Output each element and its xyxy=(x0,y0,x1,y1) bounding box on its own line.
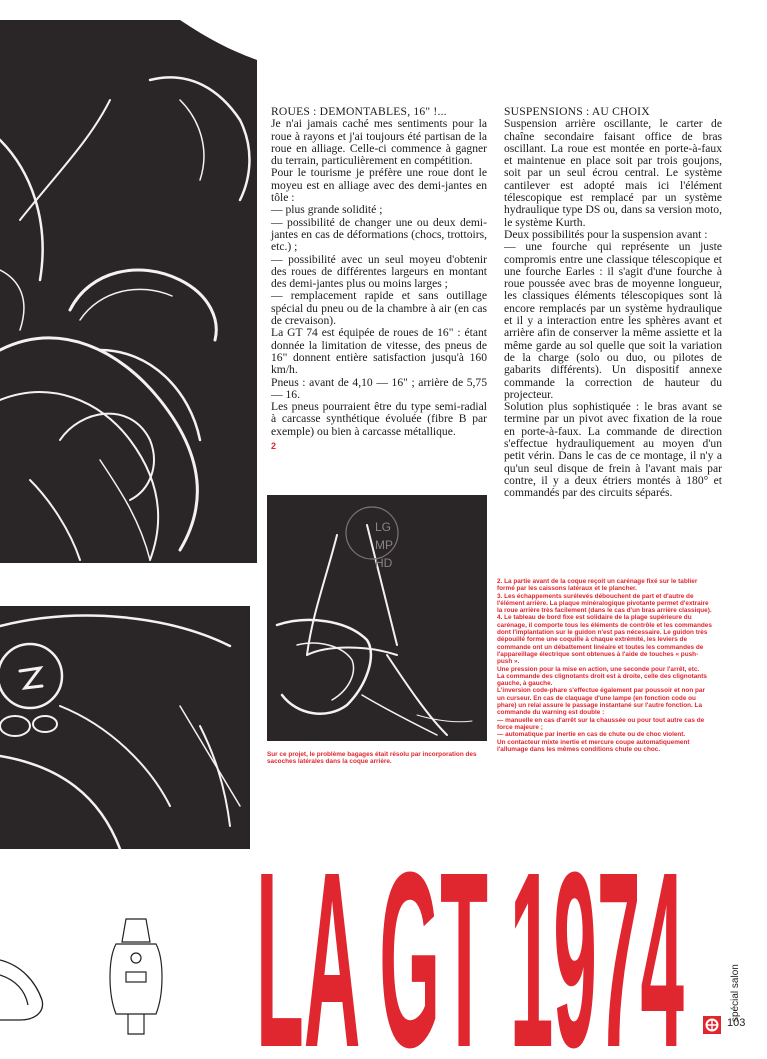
page-title xyxy=(256,858,688,1054)
dashboard-drawing xyxy=(0,606,250,849)
caption-item: — automatique par inertie en cas de chute ou de choc violent. xyxy=(497,731,686,739)
caption-projet xyxy=(267,751,487,766)
right-text-column xyxy=(504,106,722,500)
wheel-illustration xyxy=(0,20,257,563)
caption-item: 2. La partie avant de la coque reçoit un carénage fixé sur le tablier formé par les caissons latéraux et le plancher. xyxy=(497,578,698,593)
svg-text:LG: LG xyxy=(375,520,392,534)
captions-block xyxy=(497,578,712,753)
left-paragraph: Pour le tourisme je préfère une roue dont le moyeu est en alliage avec des demi-jantes en tôle : xyxy=(271,166,487,205)
left-paragraph: La GT 74 est équipée de roues de 16" : étant donnée la limitation de vitesse, des pneus de 16" donnent entière satisfaction jusqu'à 160 km/h. xyxy=(271,326,487,377)
side-label-text: spécial salon xyxy=(730,964,741,1022)
caption-item: La commande des clignotants droit est à droite, celle des clignotants gauche, à gauche. xyxy=(497,672,707,688)
left-paragraph: Les pneus pourraient être du type semi-radial à carcasse synthétique évoluée (fibre B par exemple) ou bien à carcasse métallique. xyxy=(271,400,487,438)
svg-text:HD: HD xyxy=(375,556,393,570)
side-sketch xyxy=(0,920,56,1030)
salon-badge-icon xyxy=(703,1016,721,1034)
right-heading: SUSPENSIONS : AU CHOIX xyxy=(504,105,650,118)
caption-projet-text: Sur ce projet, le problème bagages était résolu par incorporation des sacoches latérales dans la coque arrière. xyxy=(267,751,477,766)
left-paragraph: — plus grande solidité ; xyxy=(271,203,383,217)
title-text: LA GT 1974 xyxy=(256,858,684,1054)
wheel-drawing xyxy=(0,20,257,563)
right-paragraph: Deux possibilités pour la suspension avant : xyxy=(504,227,708,241)
figure-number: 2 xyxy=(271,441,277,452)
dashboard-illustration xyxy=(0,606,250,849)
rear-sketch xyxy=(104,914,168,1040)
fairing-illustration xyxy=(267,495,487,741)
caption-item: — manuelle en cas d'arrêt sur la chaussée ou pour tout autre cas de force majeure ; xyxy=(497,716,705,731)
caption-item: 3. Les échappements surélevés débouchent de part et d'autre de l'élément arrière. La plaque minéralogique pivotante permet d'extraire la roue arrière très facilement (dans le cas d'un bras arrière classique). xyxy=(497,592,712,615)
page-number: 103 xyxy=(727,1017,746,1029)
left-heading: ROUES : DEMONTABLES, 16" !... xyxy=(271,105,447,118)
caption-item: Un contacteur mixte inertie et mercure coupe automatiquement l'allumage dans les mêmes conditions chute ou choc. xyxy=(497,738,690,753)
caption-item: Une pression pour la mise en action, une seconde pour l'arrêt, etc. xyxy=(497,665,700,673)
right-paragraph: — une fourche qui représente un juste compromis entre une classique télescopique et une fourche Earles : il s'agit d'une fourche à roue poussée avec bras de moyenne longueur, les classiques éléments télescopiques sont là encore remplacés par un système hydraulique et il y a interaction entre les sphères avant et arrière afin de conserver la même assiette et la même garde au sol quelle que soit la variation de la charge (solo ou duo, ou pilotes de gabarits différents). Un dispositif annexe commande la correction de hauteur du projecteur. xyxy=(504,240,722,401)
watermark-logo xyxy=(346,507,398,570)
fairing-drawing xyxy=(267,495,487,741)
left-paragraph: — possibilité avec un seul moyeu d'obtenir des roues de différentes largeurs en montant des demi-jantes plus ou moins larges ; xyxy=(271,252,487,291)
left-text-column xyxy=(271,106,487,452)
right-paragraph: Solution plus sophistiquée : le bras avant se termine par un pivot avec fixation de la roue en porte-à-faux. La commande de direction s'effectue hydrauliquement au moyen d'un petit vérin. Dans le cas de ce montage, il n'y a qu'un seul disque de frein à l'avant mais par contre, il y a deux étriers montés à 180° et commandés par des circuits séparés. xyxy=(504,400,722,500)
side-label xyxy=(726,952,742,1022)
caption-item: 4. Le tableau de bord fixe est solidaire de la plage supérieure du carénage, il comporte tous les éléments de contrôle et les commandes dont l'implantation sur le guidon n'est pas nécessaire. Le guidon très dépouillé forme une coquille à chaque extrémité, les leviers de commande ont un débattement linéaire et toutes les commandes de l'appareillage électrique sont obtenues à l'aide de touches « push-push ». xyxy=(497,614,712,666)
left-paragraph: Pneus : avant de 4,10 — 16" ; arrière de 5,75 — 16. xyxy=(271,375,487,401)
left-paragraph: — remplacement rapide et sans outillage spécial du pneu ou de la chambre à air (en cas de crevaison). xyxy=(271,289,487,328)
left-paragraph: — possibilité de changer une ou deux demi-jantes en cas de déformations (chocs, trottoirs, etc.) ; xyxy=(271,215,487,254)
svg-text:MP: MP xyxy=(375,538,393,552)
right-paragraph: Suspension arrière oscillante, le carter de chaîne secondaire faisant office de bras oscillant. La roue est montée en porte-à-faux et maintenue en place soit par trois goujons, soit par un seul écrou central. Le système cantilever est adopté mais ici l'élément télescopique est remplacé par un système hydraulique type DS ou, dans sa version moto, le système Kurth. xyxy=(504,117,722,229)
caption-item: L'inversion code-phare s'effectue également par poussoir et non par un curseur. En cas de claquage d'une lampe (en fonction code ou phare) un relai assure le passage instantané sur l'autre fonction. La commande du warning est double : xyxy=(497,687,705,717)
left-paragraph: Je n'ai jamais caché mes sentiments pour la roue à rayons et j'ai toujours été partisan de la roue en alliage. Celle-ci commence à gagner du terrain, particulièrement en compétition. xyxy=(271,117,487,168)
